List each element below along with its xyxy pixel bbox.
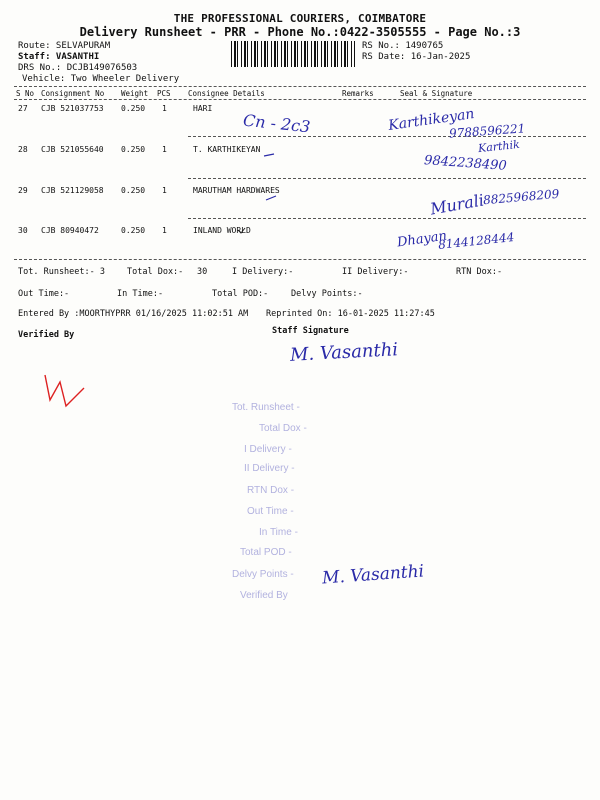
faint-delvy-points: Delvy Points -	[232, 569, 294, 580]
ii-delivery: II Delivery:-	[342, 267, 409, 277]
faint-total-dox: Total Dox -	[259, 423, 307, 434]
out-time: Out Time:-	[18, 289, 70, 299]
row-consignment: CJB 521129058	[41, 186, 104, 195]
row27-remark-handwriting: Cn - 2c3	[242, 110, 312, 137]
red-check-mark	[40, 370, 90, 410]
faint-tot-runsheet: Tot. Runsheet -	[232, 402, 300, 413]
row-pcs: 1	[162, 186, 167, 195]
tick-marks	[262, 140, 288, 220]
faint-ii-delivery: II Delivery -	[244, 463, 295, 474]
staff-signature-handwriting: M. Vasanthi	[289, 339, 399, 366]
i-delivery: I Delivery:-	[232, 267, 294, 277]
row-sno: 30	[18, 226, 28, 235]
faint-rtn-dox: RTN Dox -	[247, 485, 295, 496]
col-consignment: Consignment No	[41, 89, 105, 98]
verified-by: Verified By	[18, 330, 75, 340]
row27-name-handwriting: Karthikeyan	[387, 106, 476, 134]
row-pcs: 1	[162, 104, 167, 113]
header-rule	[14, 99, 586, 100]
drs-label: DRS No.: DCJB149076503	[18, 63, 138, 73]
reprinted-on: Reprinted On: 16-01-2025 11:27:45	[266, 309, 435, 319]
row-consignee: T. KARTHIKEYAN	[193, 145, 261, 154]
col-weight: Weight	[121, 89, 149, 98]
row-consignee: HARI	[193, 104, 213, 113]
rtn-dox: RTN Dox:-	[456, 267, 503, 277]
faint-i-delivery: I Delivery -	[244, 444, 292, 455]
col-consignee: Consignee Details	[188, 89, 265, 98]
col-sno: S No	[16, 89, 35, 98]
staff-label: Staff: VASANTHI	[18, 52, 100, 62]
company-name: THE PROFESSIONAL COURIERS, COIMBATORE	[173, 12, 427, 25]
row28-name-handwriting: Karthik	[477, 137, 521, 156]
rs-date: RS Date: 16-Jan-2025	[362, 52, 471, 62]
check-mark	[236, 226, 248, 238]
staff-signature-label: Staff Signature	[272, 326, 349, 336]
barcode	[231, 41, 355, 67]
faint-total-pod: Total POD -	[240, 547, 292, 558]
row-pcs: 1	[162, 145, 167, 154]
row-rule	[188, 136, 586, 137]
rs-no: RS No.: 1490765	[362, 41, 444, 51]
row29-name-handwriting: Murali	[428, 190, 486, 219]
row-sno: 27	[18, 104, 28, 113]
row-consignment: CJB 521037753	[41, 104, 104, 113]
in-time: In Time:-	[117, 289, 164, 299]
runsheet-title: Delivery Runsheet - PRR - Phone No.:0422-3505555 - Page No.:3	[79, 25, 521, 39]
row-sno: 28	[18, 145, 28, 154]
row-consignment: CJB 521055640	[41, 145, 104, 154]
total-dox-label: Total Dox:-	[127, 267, 184, 277]
row-consignee: INLAND WORLD	[193, 226, 251, 235]
col-seal-signature: Seal & Signature	[400, 89, 473, 98]
row28-phone-handwriting: 9842238490	[423, 153, 508, 174]
route-label: Route: SELVAPURAM	[18, 41, 111, 51]
row-weight: 0.250	[121, 104, 146, 113]
row-consignee: MARUTHAM HARDWARES	[193, 186, 280, 195]
bottom-signature-handwriting: M. Vasanthi	[321, 561, 425, 589]
row30-name-handwriting: Dhayan	[396, 228, 448, 251]
row-rule	[188, 218, 586, 219]
faint-in-time: In Time -	[259, 527, 298, 538]
delvy-points: Delvy Points:-	[291, 289, 363, 299]
row-pcs: 1	[162, 226, 167, 235]
vehicle-label: Vehicle: Two Wheeler Delivery	[22, 74, 180, 84]
row-weight: 0.250	[121, 186, 146, 195]
col-remarks: Remarks	[342, 89, 374, 98]
total-pod: Total POD:-	[212, 289, 269, 299]
entered-by: Entered By :MOORTHYPRR 01/16/2025 11:02:51 AM	[18, 309, 249, 319]
row-consignment: CJB 80940472	[41, 226, 99, 235]
row-weight: 0.250	[121, 145, 146, 154]
table-bottom-rule	[14, 259, 586, 260]
table-top-rule	[14, 86, 586, 87]
total-dox-value: 30	[197, 267, 208, 277]
row30-phone-handwriting: 8144128444	[437, 230, 515, 252]
tot-runsheet: Tot. Runsheet:- 3	[18, 267, 105, 277]
col-pcs: PCS	[157, 89, 171, 98]
row-rule	[188, 178, 586, 179]
row-weight: 0.250	[121, 226, 146, 235]
faint-verified-by: Verified By	[240, 590, 288, 601]
row29-phone-handwriting: 8825968209	[482, 186, 560, 208]
row27-phone-handwriting: 9788596221	[448, 121, 526, 141]
faint-out-time: Out Time -	[247, 506, 294, 517]
row-sno: 29	[18, 186, 28, 195]
